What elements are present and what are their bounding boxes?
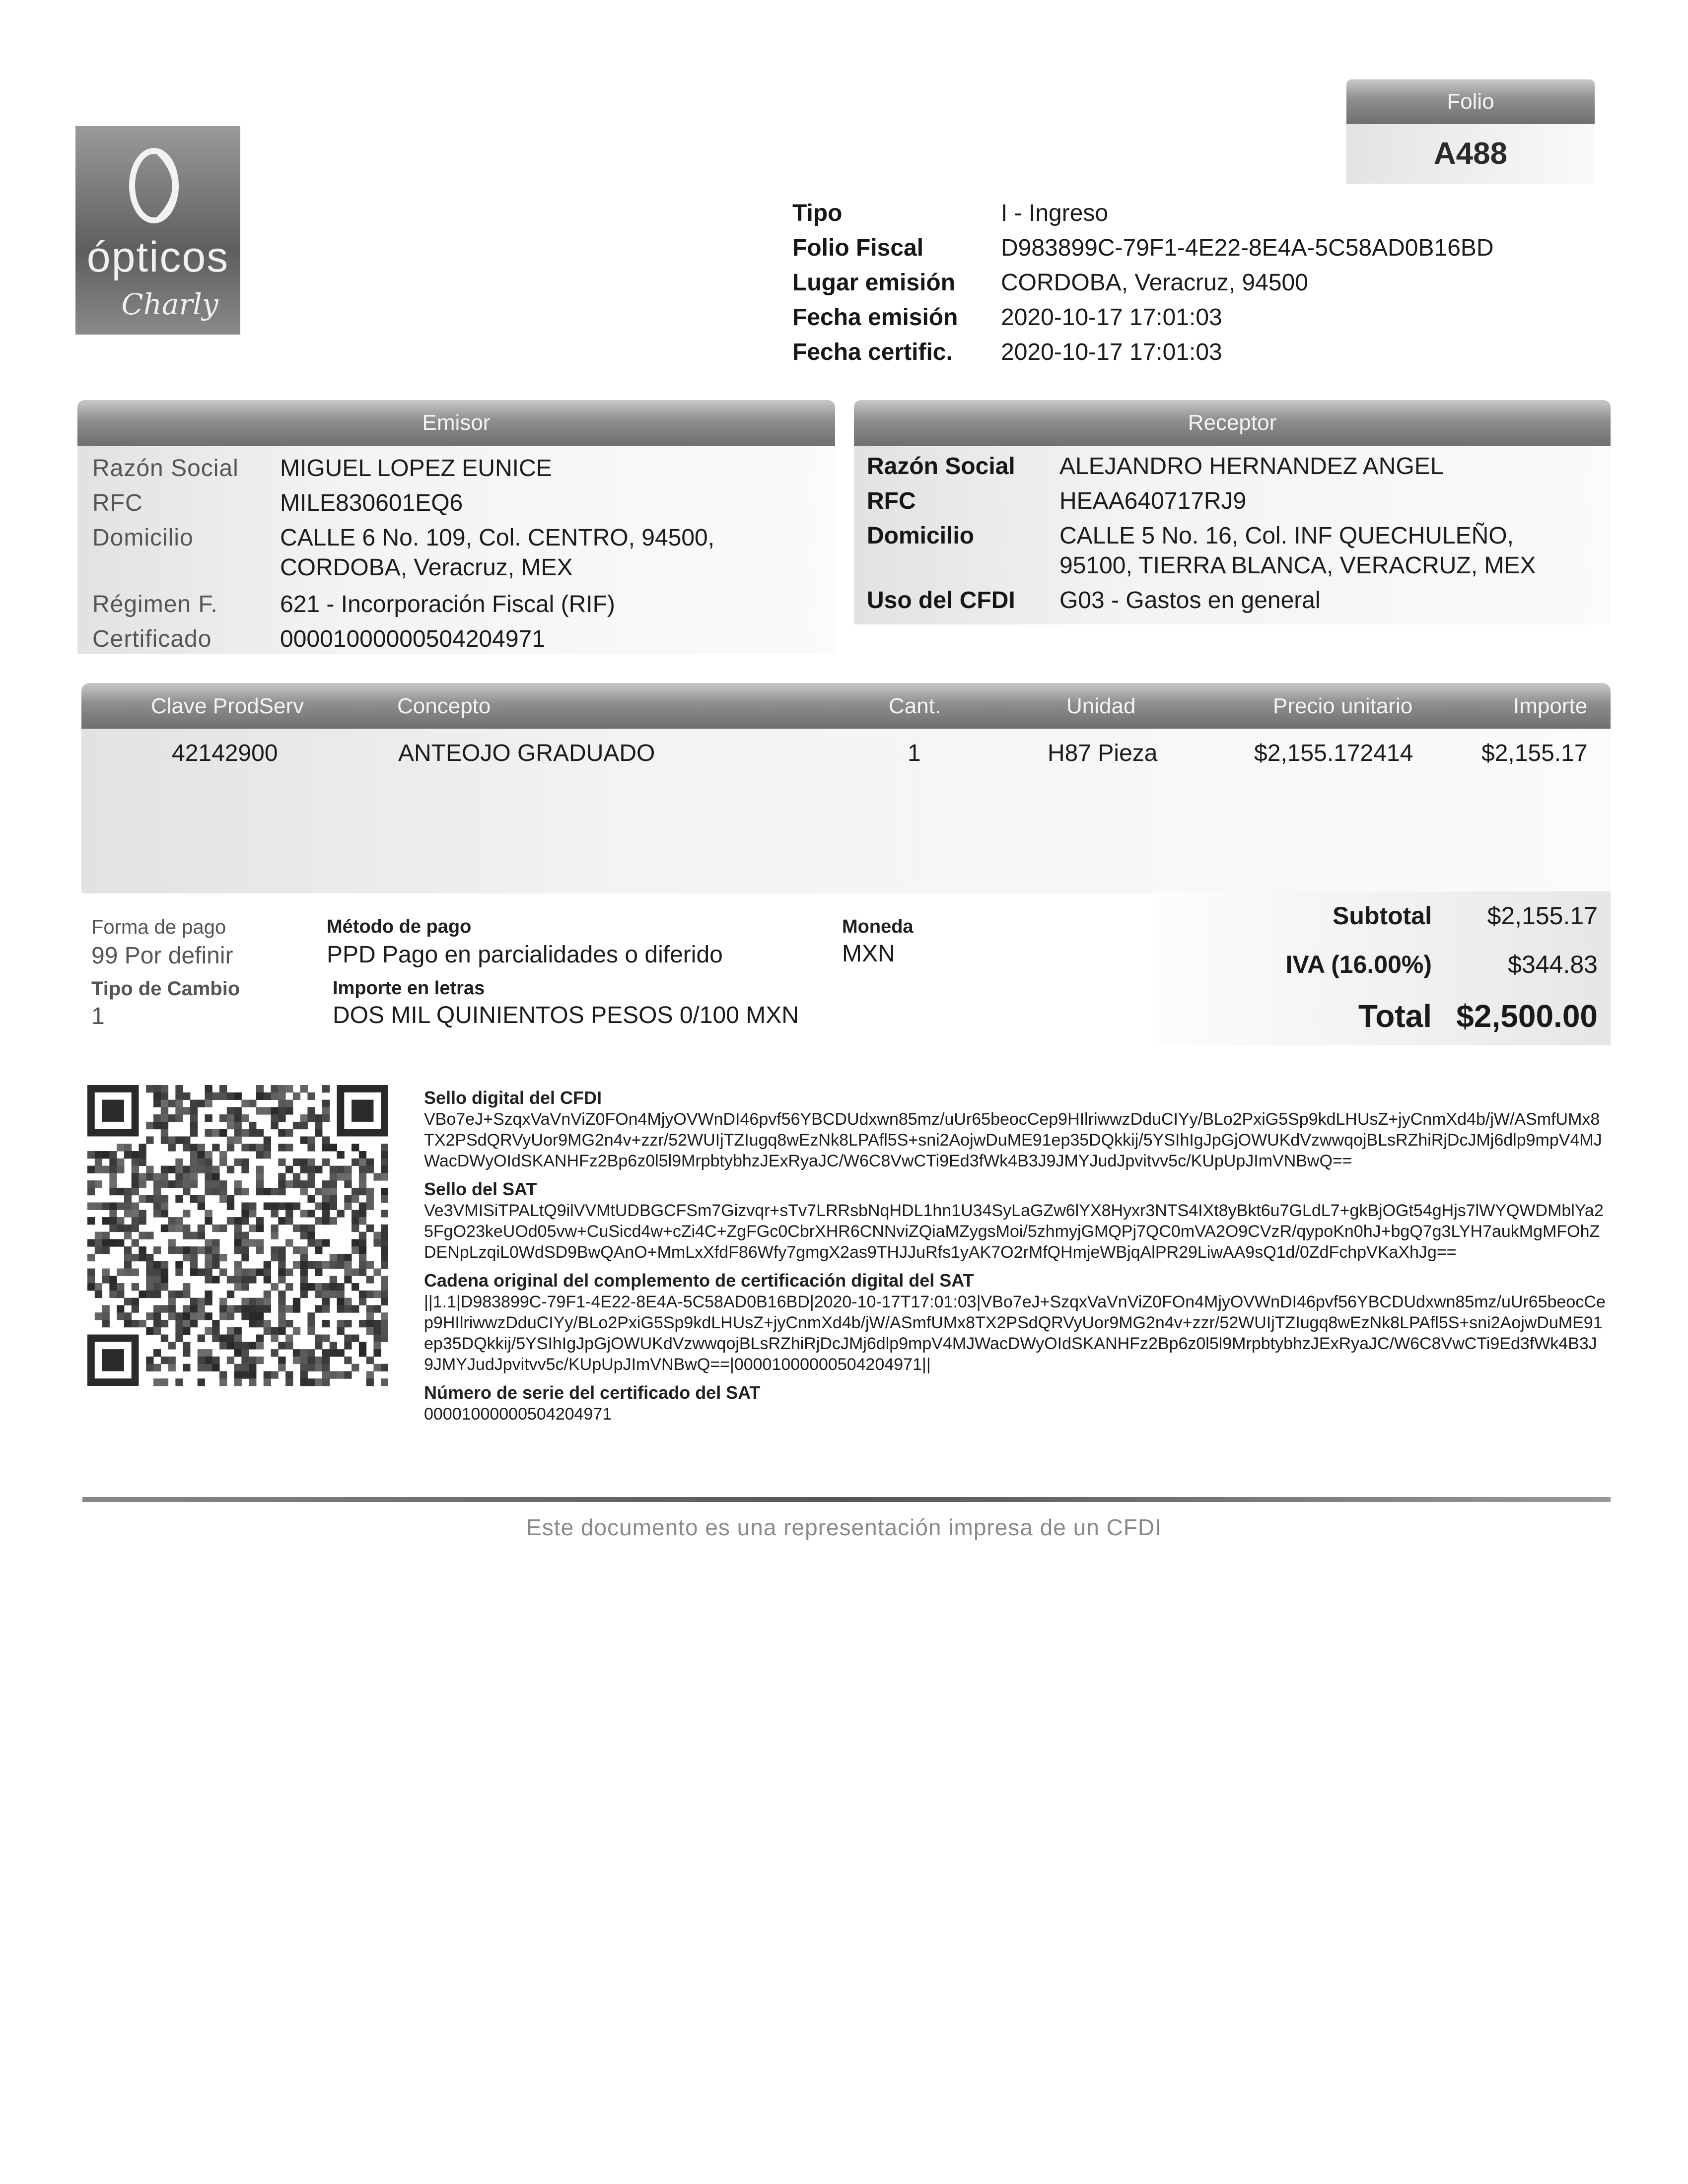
col-header-clave: Clave ProdServ <box>151 694 304 718</box>
receptor-rfc: HEAA640717RJ9 <box>1059 488 1247 514</box>
totals-box <box>1152 891 1611 1045</box>
lugar-emision-value: CORDOBA, Veracruz, 94500 <box>1001 270 1308 296</box>
qr-code-icon <box>87 1085 388 1389</box>
moneda-value: MXN <box>842 941 895 967</box>
total-label: Total <box>1358 998 1432 1034</box>
subtotal-label: Subtotal <box>1333 902 1432 930</box>
serie-value: 00001000000504204971 <box>424 1405 612 1424</box>
emisor-cert-label: Certificado <box>92 626 212 652</box>
folio-header <box>1346 79 1595 124</box>
fecha-certific-value: 2020-10-17 17:01:03 <box>1001 339 1222 365</box>
row-clave: 42142900 <box>172 740 278 766</box>
sello-cfdi-value: VBo7eJ+SzqxVaVnViZ0FOn4MjyOVWnDI46pvf56YBCDUdxwn85mz/uUr65beocCep9HIlriwwzDduCIYy/BLo2PxiG5Sp9kdLHUsZ+jyCnmXd4b/jW/ASmfUMx8TX2PSdQRVyUor9MG2n4v+zzr/52WUIjTZIugq8wEzNk8LPAfl5S+sni2AojwDuME91ep35DQkkij/5YSIhIgJpGjOWUKdVzwwqojBLsRZhiRjDcJMj6dlp9mpV4MJWacDWyOIdSKANHFz2Bp6z0l5l9MrpbtybhzJExRyaJC/W6C8VwCTi9Ed3fWk4B3J9JMYJudJpvitvv5c/KUpUpJImVNBwQ== <box>424 1110 1602 1170</box>
row-precio: $2,155.172414 <box>1254 740 1413 766</box>
forma-pago-value: 99 Por definir <box>91 943 233 969</box>
total-value: $2,500.00 <box>1456 998 1598 1034</box>
receptor-uso: G03 - Gastos en general <box>1059 587 1321 614</box>
emisor-cert: 00001000000504204971 <box>280 626 545 652</box>
emisor-domicilio-line2: CORDOBA, Veracruz, MEX <box>280 554 573 581</box>
forma-pago-label: Forma de pago <box>91 916 226 938</box>
tipo-label: Tipo <box>792 200 843 226</box>
logo-brand-line2: Charly <box>121 287 218 321</box>
importe-letras-label: Importe en letras <box>333 978 485 999</box>
folio-label: Folio <box>1447 89 1494 114</box>
subtotal-value: $2,155.17 <box>1487 902 1598 930</box>
serie-label: Número de serie del certificado del SAT <box>424 1382 761 1403</box>
emisor-header <box>77 400 835 446</box>
receptor-domicilio-line2: 95100, TIERRA BLANCA, VERACRUZ, MEX <box>1059 552 1536 579</box>
folio-fiscal-label: Folio Fiscal <box>792 235 924 261</box>
folio-value: A488 <box>1433 136 1508 171</box>
emisor-regimen: 621 - Incorporación Fiscal (RIF) <box>280 591 615 617</box>
col-header-cant: Cant. <box>889 694 941 718</box>
tipo-cambio-label: Tipo de Cambio <box>91 978 240 1000</box>
sello-sat-value: Ve3VMISiTPALtQ9ilVVMtUDBGCFSm7Gizvqr+sTv7LRRsbNqHDL1hn1U34SyLaGZw6lYX8Hyxr3NTS4IXt8yBkt6u7GLdL7+gkBjOGt54gHjs7lWYQWDMblYa25FgO23keUOd05vw+CuSicd4w+cZi4C+ZgFGc0CbrXHR6CNNviZQiaMZygsMoi/5zhmyjGMQPj7QC0mVA2O9CVzR/qypoKn0hJ+bgQ7g3LYH7aukMgMFOhZDENpLzqiL0WdSD9BwQAnO+MmLxXfdF86Wfy7gmgX2as9THJJuRfs1yAK7O2rMfQHmjeWBjqAlPR29LiwAA9sQ1d/0ZdFchpVKaXhJg== <box>424 1201 1604 1262</box>
emisor-domicilio-label: Domicilio <box>92 525 194 551</box>
col-header-unidad: Unidad <box>1066 694 1136 718</box>
moneda-label: Moneda <box>842 916 914 937</box>
row-importe: $2,155.17 <box>1481 740 1588 766</box>
footer-divider <box>82 1497 1611 1502</box>
items-table-body <box>81 729 1611 893</box>
tipo-cambio-value: 1 <box>91 1003 105 1029</box>
fecha-emision-value: 2020-10-17 17:01:03 <box>1001 304 1222 331</box>
receptor-domicilio-label: Domicilio <box>867 523 975 549</box>
fecha-emision-label: Fecha emisión <box>792 304 958 331</box>
logo-mark-icon <box>123 141 193 230</box>
iva-label: IVA (16.00%) <box>1285 951 1432 978</box>
emisor-rfc: MILE830601EQ6 <box>280 490 463 516</box>
col-header-precio: Precio unitario <box>1273 694 1413 718</box>
receptor-domicilio-line1: CALLE 5 No. 16, Col. INF QUECHULEÑO, <box>1059 523 1514 549</box>
emisor-title: Emisor <box>422 410 491 435</box>
cadena-label: Cadena original del complemento de certificación digital del SAT <box>424 1270 974 1291</box>
sello-sat-label: Sello del SAT <box>424 1179 537 1199</box>
col-header-concepto: Concepto <box>397 694 491 718</box>
emisor-rfc-label: RFC <box>92 490 143 516</box>
col-header-importe: Importe <box>1513 694 1588 718</box>
emisor-domicilio-line1: CALLE 6 No. 109, Col. CENTRO, 94500, <box>280 525 715 551</box>
metodo-pago-label: Método de pago <box>327 916 472 937</box>
receptor-razon-label: Razón Social <box>867 453 1015 479</box>
emisor-regimen-label: Régimen F. <box>92 591 218 617</box>
payment-info <box>91 911 1035 1040</box>
company-logo <box>75 126 240 335</box>
receptor-body <box>854 446 1611 624</box>
logo-brand-line1: ópticos <box>86 233 229 281</box>
tipo-value: I - Ingreso <box>1001 200 1109 226</box>
receptor-rfc-label: RFC <box>867 488 916 514</box>
qr-code <box>87 1085 388 1389</box>
importe-letras-value: DOS MIL QUINIENTOS PESOS 0/100 MXN <box>333 1002 799 1028</box>
stamps-section <box>424 1087 1606 1425</box>
footer-text: Este documento es una representación impresa de un CFDI <box>526 1514 1162 1540</box>
receptor-header <box>854 400 1611 446</box>
emisor-razon: MIGUEL LOPEZ EUNICE <box>280 455 552 481</box>
lugar-emision-label: Lugar emisión <box>792 270 956 296</box>
metodo-pago-value: PPD Pago en parcialidades o diferido <box>327 942 723 968</box>
receptor-uso-label: Uso del CFDI <box>867 587 1015 614</box>
row-unidad: H87 Pieza <box>1048 740 1158 766</box>
row-cant: 1 <box>908 740 921 766</box>
fecha-certific-label: Fecha certific. <box>792 339 953 365</box>
row-concepto: ANTEOJO GRADUADO <box>398 740 655 766</box>
receptor-razon: ALEJANDRO HERNANDEZ ANGEL <box>1059 453 1444 479</box>
folio-value-box <box>1346 124 1595 184</box>
iva-value: $344.83 <box>1508 951 1598 978</box>
folio-fiscal-value: D983899C-79F1-4E22-8E4A-5C58AD0B16BD <box>1001 235 1494 261</box>
emisor-body <box>77 446 835 654</box>
items-table-header <box>81 683 1611 729</box>
sello-cfdi-label: Sello digital del CFDI <box>424 1088 602 1108</box>
receptor-title: Receptor <box>1188 410 1277 435</box>
emisor-razon-label: Razón Social <box>92 455 239 481</box>
cadena-value: ||1.1|D983899C-79F1-4E22-8E4A-5C58AD0B16BD|2020-10-17T17:01:03|VBo7eJ+SzqxVaVnViZ0FOn4MjyOVWnDI46pvf56YBCDUdxwn85mz/uUr65beocCep9HIlriwwzDduCIYy/BLo2PxiG5Sp9kdLHUsZ+jyCnmXd4b/jW/ASmfUMx8TX2PSdQRVyUor9MG2n4v+zzr/52WUIjTZIugq8wEzNk8LPAfl5S+sni2AojwDuME91ep35DQkkij/5YSIhIgJpGjOWUKdVzwwqojBLsRZhiRjDcJMj6dlp9mpV4MJWacDWyOIdSKANHFz2Bp6z0l5l9MrpbtybhzJExRyaJC/W6C8VwCTi9Ed3fWk4B3J9JMYJudJpvitvv5c/KUpUpJImVNBwQ==|00001000000504204971|| <box>424 1293 1606 1374</box>
